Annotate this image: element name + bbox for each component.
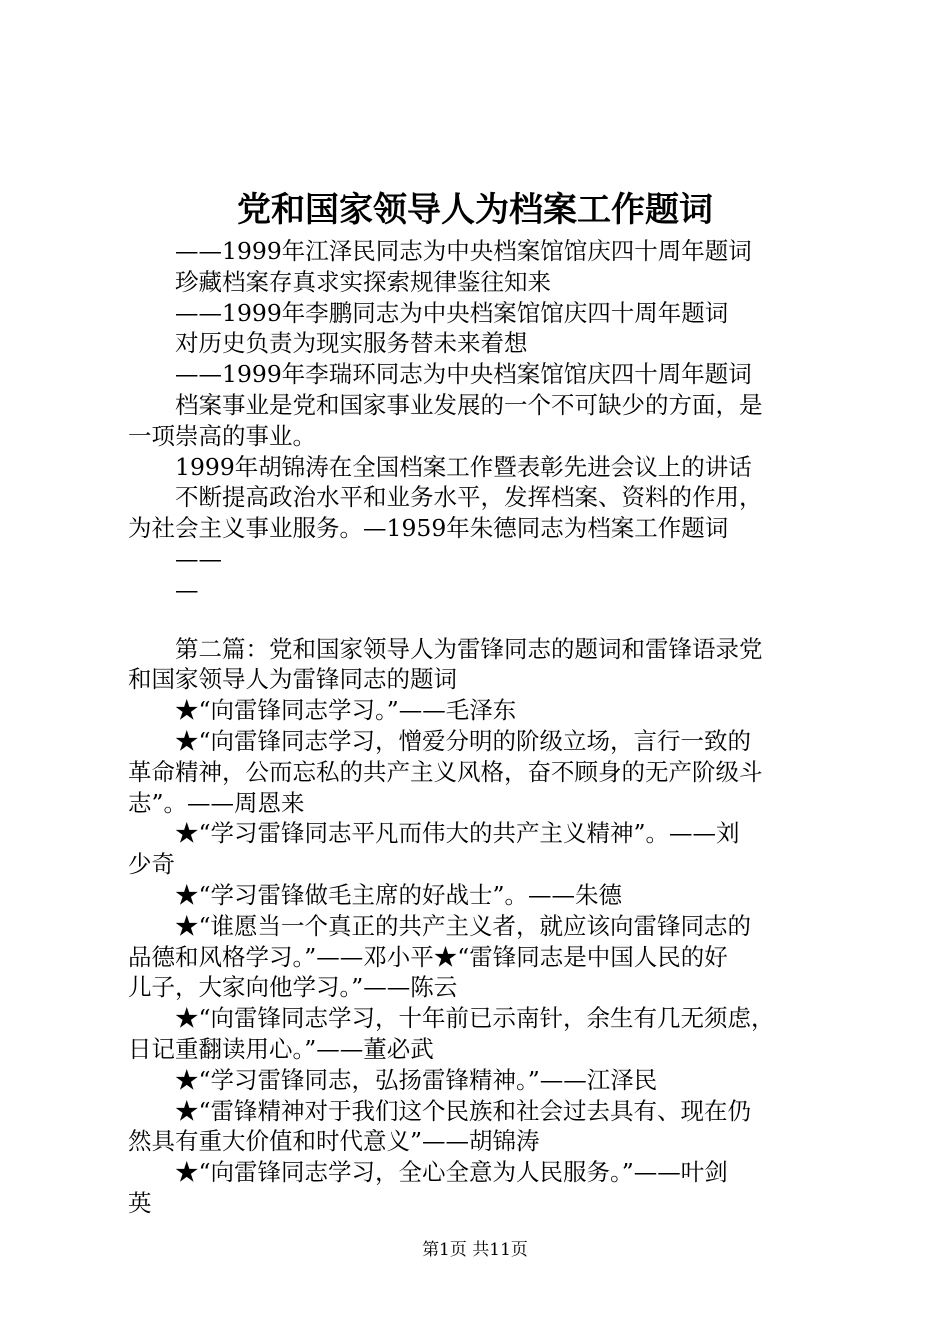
text-line: ——1999年李鹏同志为中央档案馆馆庆四十周年题词 xyxy=(175,298,729,327)
text-line: ——1999年李瑞环同志为中央档案馆馆庆四十周年题词 xyxy=(175,360,752,389)
quote-line: 儿子，大家向他学习。”——陈云 xyxy=(128,973,458,1002)
quote-line: ★“向雷锋同志学习，全心全意为人民服务。”——叶剑 xyxy=(175,1158,728,1187)
quote-line: 然具有重大价值和时代意义”——胡锦涛 xyxy=(128,1127,540,1156)
quote-line: ★“学习雷锋同志，弘扬雷锋精神。”——江泽民 xyxy=(175,1065,658,1094)
quote-line: 志”。——周恩来 xyxy=(128,788,305,817)
text-line: —— xyxy=(175,544,222,573)
page-number: 第1页 共11页 xyxy=(422,1240,528,1260)
quote-line: 少奇 xyxy=(128,850,175,879)
text-line: ——1999年江泽民同志为中央档案馆馆庆四十周年题词 xyxy=(175,237,752,265)
quote-line: ★“学习雷锋做毛主席的好战士”。——朱德 xyxy=(175,880,623,909)
text-line: 一项崇高的事业。 xyxy=(128,421,316,450)
text-line: 对历史负责为现实服务替未来着想 xyxy=(175,329,528,358)
quote-line: ★“向雷锋同志学习。”——毛泽东 xyxy=(175,696,517,725)
text-line: — xyxy=(175,575,199,604)
quote-line: 日记重翻读用心。”——董必武 xyxy=(128,1034,434,1063)
section-heading: 第二篇：党和国家领导人为雷锋同志的题词和雷锋语录党 xyxy=(175,634,763,663)
text-line: 为社会主义事业服务。—1959年朱德同志为档案工作题词 xyxy=(128,514,729,543)
quote-line: 英 xyxy=(128,1188,152,1217)
quote-line: ★“雷锋精神对于我们这个民族和社会过去具有、现在仍 xyxy=(175,1096,752,1125)
document-body xyxy=(128,236,833,1219)
document-title: 党和国家领导人为档案工作题词 xyxy=(237,190,713,230)
quote-line: ★“谁愿当一个真正的共产主义者，就应该向雷锋同志的 xyxy=(175,911,752,940)
quote-line: 品德和风格学习。”——邓小平★“雷锋同志是中国人民的好 xyxy=(128,942,728,971)
text-line: 1999年胡锦涛在全国档案工作暨表彰先进会议上的讲话 xyxy=(175,452,752,481)
text-line: 珍藏档案存真求实探索规律鉴往知来 xyxy=(175,267,551,296)
text-line: 档案事业是党和国家事业发展的一个不可缺少的方面，是 xyxy=(175,390,763,419)
quote-line: 革命精神，公而忘私的共产主义风格，奋不顾身的无产阶级斗 xyxy=(128,757,763,786)
quote-line: ★“向雷锋同志学习，憎爱分明的阶级立场，言行一致的 xyxy=(175,726,752,755)
quote-line: ★“向雷锋同志学习，十年前已示南针，余生有几无须虑， xyxy=(175,1004,775,1033)
section-gap xyxy=(128,606,833,634)
text-line: 不断提高政治水平和业务水平，发挥档案、资料的作用， xyxy=(175,483,763,512)
section-heading: 和国家领导人为雷锋同志的题词 xyxy=(128,665,457,694)
quote-line: ★“学习雷锋同志平凡而伟大的共产主义精神”。——刘 xyxy=(175,819,740,848)
